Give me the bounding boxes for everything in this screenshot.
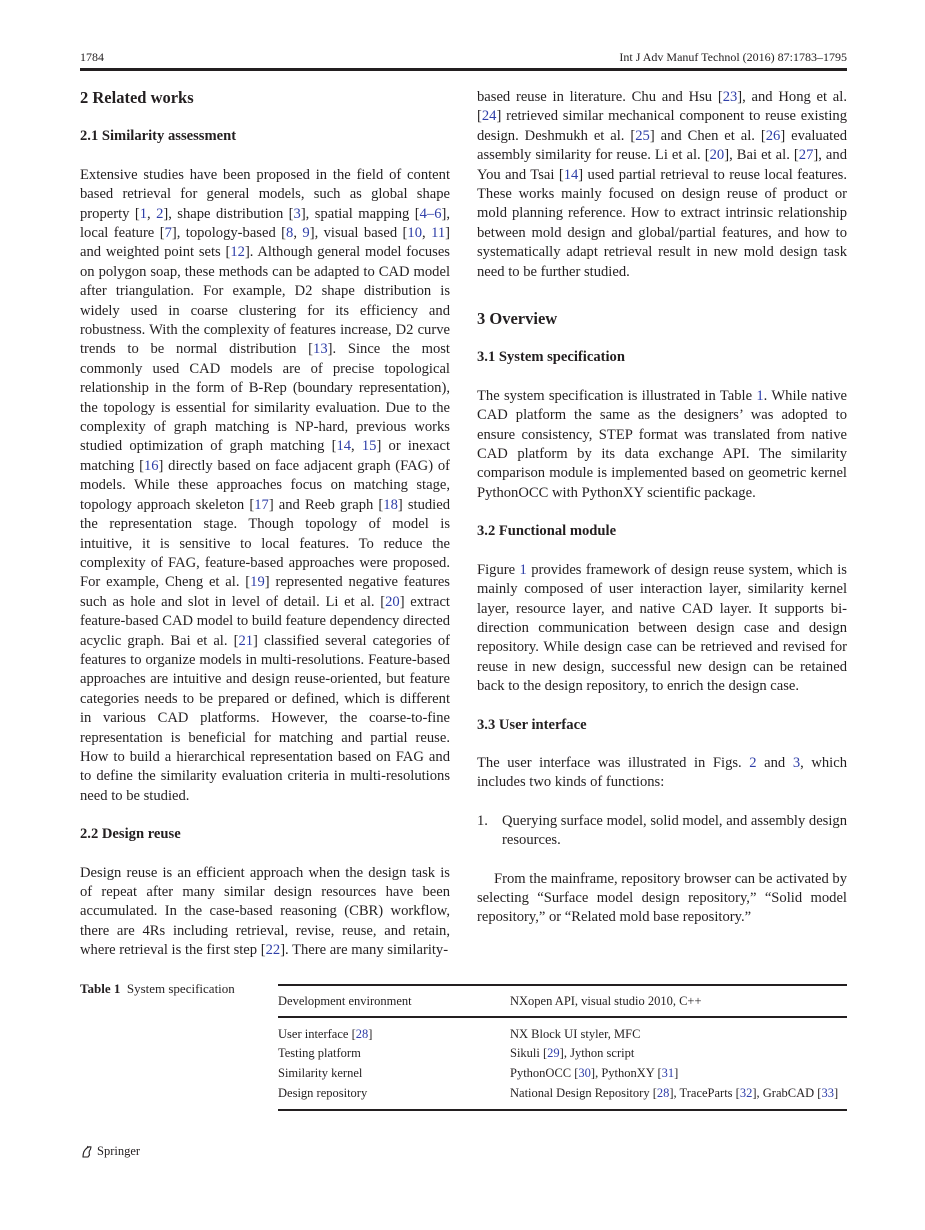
table-cell [278,1027,510,1042]
citation-link[interactable]: 3 [792,754,801,771]
citation-link[interactable]: 14 [336,438,352,455]
text-run: ]. There are many similarity- [280,942,449,959]
text-run: Extensive studies have been proposed in the field of content based retrieval for general models, such as global shape property [ [80,166,450,222]
publisher-name: Springer [97,1144,141,1158]
subsection-title-system-specification: 3.1 System specification [477,349,625,366]
text-run: ] represented negative features such as hole and slot in level of detail. Li et al. [ [80,574,450,610]
paragraph-mainframe: From the mainframe, repository browser can be activated by selecting “Surface model design repository,” “Solid model repository,” or “Related mold base repository.” [477,870,847,926]
list-item-number: 1. [477,812,488,829]
subsection-title-user-interface: 3.3 User interface [477,716,587,733]
citation-link[interactable]: 20 [385,593,400,610]
text-run: NX Block UI styler, MFC [510,1026,641,1041]
left-column [80,88,450,961]
citation-link[interactable]: 30 [578,1065,591,1080]
text-run: ] [368,1026,373,1041]
text-run: ] extract feature-based CAD model to build feature dependency directed acyclic graph. Bai et al. [ [80,593,450,649]
publisher-footer [80,1144,140,1159]
text-run: ], visual based [ [309,225,408,242]
text-run: ] evaluated assembly similarity for reuse. Li et al. [ [477,127,847,164]
text-run: provides framework of design reuse system, which is mainly composed of user interaction layer, similarity kernel layer, resource layer, and native CAD layer. It supports bi-direction communication between design case and design repository. While design case can be retrieved and revised for reuse in new design, successful new design can be retained back to the design repository, to enrich the design case. [477,561,847,695]
table-row [278,1044,847,1064]
text-run: , [351,438,362,455]
citation-link[interactable]: 2 [749,754,757,771]
citation-link[interactable]: 32 [739,1085,753,1100]
citation-link[interactable]: 14 [563,166,579,183]
citation-link[interactable]: 33 [821,1085,834,1100]
subsection-title-design-reuse: 2.2 Design reuse [80,826,181,843]
right-column [477,88,847,928]
paragraph-similarity-assessment [80,166,450,806]
text-run: and [756,754,793,771]
citation-link[interactable]: 29 [547,1046,560,1061]
citation-link[interactable]: 2 [156,205,164,222]
citation-link[interactable]: 22 [265,942,281,959]
text-run: ] studied the representation stage. Though topology of model is intuitive, it is sensitive to local features. To reduce the complexity of FAG, feature-based approaches were proposed. For example, Cheng et al. [ [80,496,451,591]
text-run: ], spatial mapping [ [300,205,420,222]
citation-link[interactable]: 28 [355,1026,369,1041]
table-bottom-rule [278,1109,847,1111]
subsection-title-functional-module: 3.2 Functional module [477,523,617,540]
text-run: National Design Repository [ [510,1085,657,1100]
text-run: ], Bai et al. [ [724,147,799,164]
citation-link[interactable]: 1 [519,561,527,578]
citation-link[interactable]: 21 [238,632,254,649]
table-cell [278,1066,510,1081]
citation-link[interactable]: 8 [286,225,294,242]
citation-link[interactable]: 10 [407,225,422,242]
text-run: PythonOCC [ [510,1065,579,1080]
section-title-overview: 3 Overview [477,309,558,329]
text-run: ] classified several categories of features to organize models in multi-resolutions. Feature-based approaches are intuitive and design reuse-oriented, but feature categories needs to be prepared or defined, which is different in various CAD platforms. However, the coarse-to-fine representation is beneficial for matching and partial reuse. How to build a hierarchical representation based on FAG and to define the similarity evaluation criteria in multi-resolutions need to be studied. [80,632,450,804]
subsection-title-similarity-assessment: 2.1 Similarity assessment [80,128,237,145]
paragraph-functional-module [477,561,847,697]
text-run: ] directly based on face adjacent graph (FAG) of models. While these approaches focus on matching stage, topology approach skeleton [ [80,457,450,513]
text-run: ]. Although general model focuses on polygon soap, these methods can be adapted to CAD model after triangulation. For example, D2 shape distribution is widely used in coarse clustering for its efficiency and robustness. With the complexity of features increase, D2 curve trends to be normal distribution [ [80,244,450,358]
text-run: ] retrieved similar mechanical component to reuse existing design. Deshmukh et al. [ [477,108,847,144]
citation-link[interactable]: 9 [302,225,310,242]
text-run: ], and You and Tsai [ [477,147,847,183]
table-row [278,1064,847,1084]
table-cell [510,1046,847,1061]
citation-link[interactable]: 7 [164,225,172,242]
springer-horse-icon [80,1145,94,1159]
text-run: ] [674,1065,679,1080]
table-row [278,1025,847,1045]
text-run: , which includes two kinds of functions: [477,754,847,791]
text-run: ], topology-based [ [171,225,287,242]
citation-link[interactable]: 31 [661,1065,675,1080]
text-run: ] [833,1085,839,1100]
citation-link[interactable]: 18 [383,496,398,513]
list-item [477,812,847,851]
text-run: ], local feature [ [80,205,450,242]
paragraph-system-specification [477,387,847,503]
text-run: ], and Hong et al. [ [477,89,847,125]
header-rule [80,68,847,71]
text-run: Design repository [278,1085,368,1100]
table-caption [80,981,235,997]
text-run: ] or inexact matching [ [80,438,451,474]
table-header-row [278,986,847,1016]
text-run: based reuse in literature. Chu and Hsu [ [477,89,723,105]
table-cell [510,1066,847,1081]
text-run: ], Jython script [559,1046,635,1061]
text-run: ] and Reeb graph [ [268,496,384,513]
citation-link[interactable]: 17 [254,496,269,513]
text-run: . While native CAD platform the same as the designers’ was adopted to ensure consistency, STEP format was translated from native CAD platform by its data exchange API. The similarity comparison module is implemented based on geometric kernel PythonOCC with PythonXY scientific package. [477,387,847,501]
list-item-text: Querying surface model, solid model, and assembly design resources. [502,812,847,849]
text-run: Figure [477,561,520,578]
text-run: The system specification is illustrated in Table [477,387,757,404]
citation-link[interactable]: 20 [709,147,725,164]
text-run: Design reuse is an efficient approach when the design task is of repeat after many similar design resources have been accumulated. In the case-based reasoning (CBR) workflow, there are 4Rs including retrieval, revise, reuse, and retain, where retrieval is the first step [ [80,864,450,959]
text-run: ] used partial retrieval to reuse local features. These works mainly focused on design reuse of product or mold planning reference. How to extract intrinsic relationship between mold design and global/partial features, and how to systematically adapt retrieval result in new mold design task need to be further studied. [477,166,848,280]
citation-link[interactable]: 1 [139,205,148,222]
table-caption-label: Table 1 [80,981,121,996]
citation-link[interactable]: 11 [431,225,446,242]
citation-link[interactable]: 19 [250,574,265,591]
table-cell [278,1046,510,1061]
citation-link[interactable]: 16 [143,457,159,474]
text-run: Similarity kernel [278,1065,363,1080]
page-number: 1784 [80,50,104,64]
section-title-related-works: 2 Related works [80,88,194,107]
text-run: ], GrabCAD [ [752,1085,822,1100]
paragraph-user-interface [477,754,847,793]
table-cell [278,1086,510,1101]
citation-link[interactable]: 15 [361,438,377,455]
table-cell [510,1086,847,1101]
text-run: Sikuli [ [510,1046,548,1061]
table-header-cell: Development environment [278,993,412,1008]
text-run: ], shape distribution [ [163,205,294,222]
citation-link[interactable]: 4–6 [419,205,442,222]
citation-link[interactable]: 1 [756,387,764,404]
citation-link[interactable]: 27 [798,147,814,164]
text-run: ], PythonXY [ [590,1065,662,1080]
paragraph-design-reuse [80,864,450,961]
text-run: ], TraceParts [ [669,1085,740,1100]
citation-link[interactable]: 26 [765,127,781,144]
table-row [278,1083,847,1103]
system-specification-table [278,984,847,1111]
citation-link[interactable]: 12 [230,244,245,261]
citation-link[interactable]: 23 [722,89,738,105]
citation-link[interactable]: 3 [293,205,301,222]
text-run: User interface [ [278,1026,356,1041]
text-run: Testing platform [278,1046,361,1061]
table-header-cell: NXopen API, visual studio 2010, C++ [510,993,702,1008]
text-run: , [293,225,303,242]
text-run: The user interface was illustrated in Figs. [477,754,750,771]
table-caption-text: System specification [126,981,235,996]
text-run: ]. Since the most commonly used CAD models are of precise topological relationship in the form of B-Rep (boundary representation), the topology is essential for similarity evaluation. Due to the complexity of graph matching is NP-hard, previous works studied optimization of graph matching [ [80,341,450,455]
running-header [80,50,847,68]
text-run: ] and weighted point sets [ [80,225,450,261]
journal-citation: Int J Adv Manuf Technol (2016) 87:1783–1795 [619,50,847,64]
text-run: ] and Chen et al. [ [649,127,766,144]
paragraph-design-reuse-continued [477,88,847,282]
citation-link[interactable]: 24 [481,108,497,125]
text-run: , [147,205,157,222]
citation-link[interactable]: 28 [656,1085,670,1100]
citation-link[interactable]: 13 [313,341,328,358]
text-run: , [422,225,432,242]
table-cell [510,1027,847,1042]
citation-link[interactable]: 25 [635,127,650,144]
